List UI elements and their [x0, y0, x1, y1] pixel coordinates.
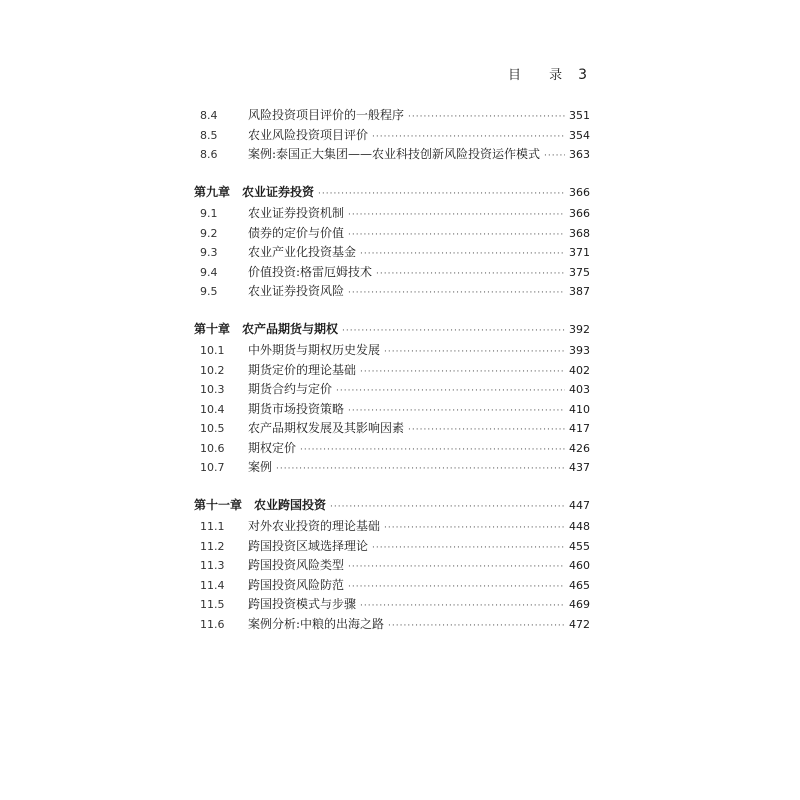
section-number: 11.1: [200, 520, 225, 533]
toc-section-entry[interactable]: [194, 341, 590, 361]
chapter-title: 第十章 农产品期货与期权: [194, 321, 339, 336]
section-page-number: 448: [569, 520, 590, 533]
section-page-number: 403: [569, 383, 590, 396]
section-title: 期货合约与定价: [248, 382, 333, 396]
section-title: 期货市场投资策略: [248, 401, 345, 416]
section-page-number: 387: [569, 285, 590, 298]
section-number: 10.4: [200, 402, 225, 416]
section-page-number: 417: [569, 422, 590, 435]
section-number: 9.4: [200, 265, 218, 279]
toc-section-entry[interactable]: [194, 439, 590, 459]
leader-dots: [348, 558, 565, 578]
toc-section-entry[interactable]: [194, 243, 590, 263]
leader-dots: [330, 498, 565, 518]
section-title: 跨国投资风险类型: [248, 558, 345, 572]
leader-dots: [384, 343, 565, 363]
section-title: 对外农业投资的理论基础: [248, 519, 381, 533]
toc-section-entry[interactable]: [194, 145, 590, 165]
toc-section-entry[interactable]: [194, 126, 590, 146]
section-page-number: 472: [569, 617, 590, 631]
leader-dots: [360, 363, 565, 383]
leader-dots: [384, 519, 565, 539]
toc-section-entry[interactable]: [194, 380, 590, 400]
leader-dots: [300, 441, 565, 461]
section-page-number: 437: [569, 461, 590, 474]
section-number: 10.6: [200, 441, 225, 455]
section-title: 期货定价的理论基础: [248, 362, 357, 377]
section-title: 案例分析:中粮的出海之路: [248, 616, 385, 631]
section-title: 跨国投资风险防范: [248, 577, 345, 592]
section-title: 风险投资项目评价的一般程序: [248, 108, 405, 122]
section-title: 期权定价: [248, 440, 297, 455]
toc-section-entry[interactable]: [194, 576, 590, 596]
leader-dots: [318, 185, 565, 205]
leader-dots: [360, 597, 565, 617]
section-page-number: 402: [569, 363, 590, 377]
section-page-number: 426: [569, 441, 590, 455]
section-title: 跨国投资模式与步骤: [248, 597, 357, 611]
section-number: 8.4: [200, 109, 218, 122]
header-page-number: 3: [578, 67, 588, 83]
toc-chapter: [194, 320, 590, 478]
section-title: 跨国投资区域选择理论: [248, 538, 369, 553]
section-number: 8.5: [200, 128, 218, 142]
toc-chapter-heading[interactable]: [194, 183, 590, 203]
leader-dots: [408, 108, 565, 128]
toc-section-entry[interactable]: [194, 537, 590, 557]
leader-dots: [348, 226, 565, 246]
section-title: 农业产业化投资基金: [248, 245, 357, 259]
toc-section-entry[interactable]: [194, 458, 590, 478]
section-number: 10.5: [200, 422, 225, 435]
section-title: 中外期货与期权历史发展: [248, 343, 381, 357]
leader-dots: [342, 322, 565, 342]
leader-dots: [544, 147, 565, 167]
leader-dots: [348, 206, 565, 226]
section-page-number: 366: [569, 207, 590, 220]
section-number: 11.4: [200, 578, 225, 592]
leader-dots: [360, 245, 565, 265]
section-title: 农业证券投资机制: [248, 206, 345, 220]
leader-dots: [408, 421, 565, 441]
toc-section-entry[interactable]: [194, 282, 590, 302]
section-title: 农业证券投资风险: [248, 284, 345, 298]
section-number: 9.5: [200, 285, 218, 298]
leader-dots: [276, 460, 565, 480]
toc-chapter-heading[interactable]: [194, 496, 590, 516]
chapter-title: 第九章 农业证券投资: [194, 184, 315, 199]
section-number: 10.1: [200, 344, 225, 357]
chapter-page-number: 447: [569, 498, 590, 512]
table-of-contents: [194, 106, 590, 652]
toc-chapter-heading[interactable]: [194, 320, 590, 340]
section-page-number: 363: [569, 148, 590, 161]
chapter-page-number: 366: [569, 185, 590, 199]
header-section-title: 目 录: [507, 68, 575, 83]
section-page-number: 375: [569, 265, 590, 279]
section-page-number: 368: [569, 226, 590, 240]
toc-section-entry[interactable]: [194, 106, 590, 126]
toc-section-entry[interactable]: [194, 263, 590, 283]
toc-section-entry[interactable]: [194, 595, 590, 615]
section-number: 10.2: [200, 363, 225, 377]
toc-section-entry[interactable]: [194, 204, 590, 224]
section-page-number: 393: [569, 344, 590, 357]
section-page-number: 351: [569, 109, 590, 122]
section-page-number: 469: [569, 598, 590, 611]
section-number: 9.1: [200, 207, 218, 220]
section-title: 农产品期权发展及其影响因素: [248, 421, 405, 435]
toc-section-entry[interactable]: [194, 517, 590, 537]
section-number: 11.3: [200, 559, 225, 572]
toc-chapter: [194, 496, 590, 635]
toc-section-entry[interactable]: [194, 419, 590, 439]
section-number: 10.3: [200, 383, 225, 396]
section-number: 11.6: [200, 617, 225, 631]
toc-section-entry[interactable]: [194, 224, 590, 244]
section-number: 8.6: [200, 148, 218, 161]
toc-chapter: [194, 106, 590, 165]
leader-dots: [376, 265, 565, 285]
leader-dots: [348, 284, 565, 304]
toc-section-entry[interactable]: [194, 615, 590, 635]
section-page-number: 371: [569, 246, 590, 259]
section-title: 债券的定价与价值: [248, 225, 345, 240]
section-page-number: 460: [569, 559, 590, 572]
section-number: 9.3: [200, 246, 218, 259]
leader-dots: [372, 539, 565, 559]
toc-section-entry[interactable]: [194, 556, 590, 576]
section-number: 9.2: [200, 226, 218, 240]
toc-chapter: [194, 183, 590, 302]
section-number: 11.2: [200, 539, 225, 553]
section-page-number: 354: [569, 128, 590, 142]
section-page-number: 455: [569, 539, 590, 553]
section-number: 11.5: [200, 598, 225, 611]
toc-section-entry[interactable]: [194, 400, 590, 420]
section-title: 案例: [248, 460, 273, 474]
toc-section-entry[interactable]: [194, 361, 590, 381]
leader-dots: [348, 578, 565, 598]
leader-dots: [336, 382, 565, 402]
page-header: [508, 64, 588, 83]
section-title: 农业风险投资项目评价: [248, 127, 369, 142]
section-page-number: 410: [569, 402, 590, 416]
section-page-number: 465: [569, 578, 590, 592]
section-title: 案例:泰国正大集团——农业科技创新风险投资运作模式: [248, 147, 541, 161]
chapter-page-number: 392: [569, 322, 590, 336]
leader-dots: [388, 617, 565, 637]
section-number: 10.7: [200, 461, 225, 474]
section-title: 价值投资:格雷厄姆技术: [248, 264, 373, 279]
chapter-title: 第十一章 农业跨国投资: [194, 497, 327, 512]
